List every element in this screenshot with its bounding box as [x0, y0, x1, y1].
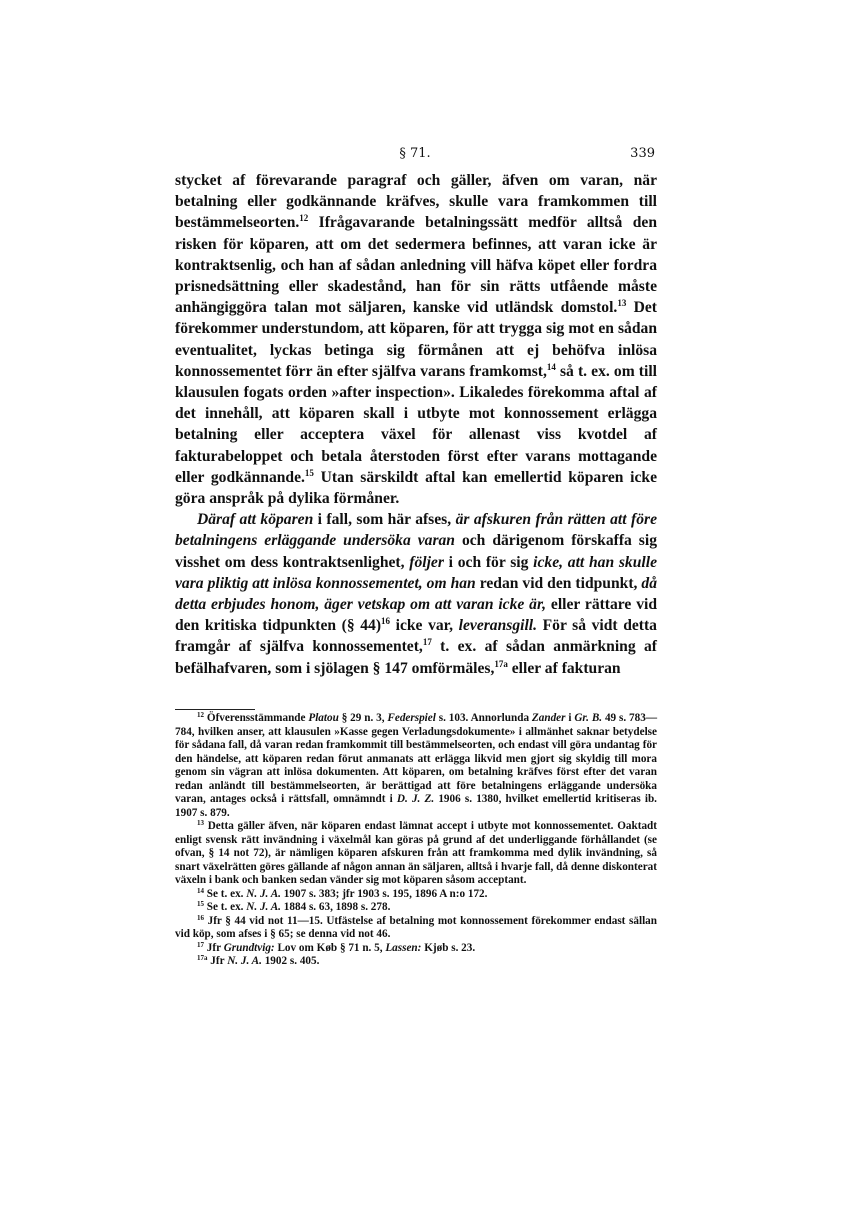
page-number: 339: [630, 146, 655, 161]
footnote-ref: 12: [299, 213, 309, 224]
footnote-ref: 15: [304, 467, 314, 478]
footnotes: [175, 712, 657, 969]
footnote: [175, 712, 657, 820]
footnote-italic: N. J. A.: [246, 901, 281, 913]
footnote-text: 1906 s. 1380, hvilket emellertid kritiseras ib. 1907 s. 879.: [175, 793, 657, 819]
paragraph-text: eller af fakturan: [507, 659, 621, 677]
footnote-italic: Grundtvig:: [223, 941, 275, 954]
footnote-italic: Zander: [531, 712, 566, 724]
paragraph-text: stycket af förevarande paragraf och gäller, äfven om varan, när betalning eller godkännande kräfves, skulle vara framkommen till bestämmelseorten.: [175, 172, 657, 232]
footnote-ref: 16: [381, 616, 391, 627]
footnote-text: Kjøb s. 23.: [421, 941, 476, 954]
footnote-ref: 17: [422, 637, 432, 648]
footnote-ref: 15: [197, 900, 204, 908]
footnote-text: Jfr: [204, 941, 224, 954]
paragraph-text: Det förekommer understundom, att köparen, för att trygga sig mot en sådan eventualitet, lyckas betinga sig förmånen att ej behöfva inlösa konnossementet förr än efter själfva varans framkomst,: [175, 299, 657, 380]
footnote: [175, 915, 657, 942]
paragraph-text: i och för sig: [443, 553, 534, 571]
footnote-text: 1884 s. 63, 1898 s. 278.: [280, 901, 391, 913]
footnote-ref: 14: [197, 886, 204, 895]
paragraph-text: eller rättare vid den kritiska tidpunkten (§ 44): [175, 596, 658, 635]
footnote-ref: 17: [197, 940, 204, 949]
footnote: [175, 901, 657, 915]
footnote-ref: 17a: [494, 658, 508, 669]
running-header: [175, 146, 655, 166]
paragraph-text: icke var,: [390, 617, 459, 635]
footnote-text: Se t. ex.: [204, 887, 247, 900]
paragraph-text: så t. ex. om till klausulen fogats orden »after inspection». Likaledes förekomma aftal af det innehåll, att köparen skall i utbyte mot konnossement erlägga betalning eller acceptera växel för allenast viss kvotdel af fakturabeloppet och betala återstoden först efter varans mottagande eller godkännande.: [175, 362, 657, 486]
footnote-separator: [175, 709, 255, 710]
paragraph-italic: Däraf att köparen: [197, 511, 314, 529]
footnote-italic: N. J. A.: [246, 887, 281, 900]
footnote-text: i: [565, 712, 575, 724]
main-text: [175, 170, 657, 679]
footnote-text: Se t. ex.: [204, 901, 247, 913]
paragraph-text: t. ex. af sådan anmärkning af befälhafvaren, som i sjölagen § 147 omförmäles,: [175, 638, 657, 677]
footnote-italic: Platou: [308, 712, 339, 724]
footnote-text: Jfr: [207, 955, 228, 967]
footnote: [175, 888, 657, 902]
footnote-text: Lov om Køb § 71 n. 5,: [274, 941, 386, 954]
paragraph-text: För så vidt detta framgår af själfva konnossementet,: [175, 617, 657, 656]
paragraph-text: i fall, som här afses,: [313, 511, 456, 529]
footnote-italic: D. J. Z.: [396, 793, 435, 805]
paragraph: [175, 170, 657, 509]
paragraph-italic: är afskuren från rätten att före betalningens erläggande undersöka varan: [175, 511, 657, 550]
footnote-text: Öfverensstämmande: [204, 712, 309, 724]
footnote-text: Jfr § 44 vid not 11—15. Utfästelse af betalning mot konnossement förekommer endast sällan vid köp, som afses i § 65; se denna vid not 46.: [175, 914, 657, 940]
footnote: [175, 942, 657, 956]
section-number: § 71.: [399, 146, 431, 161]
paragraph-text: redan vid den tidpunkt,: [475, 574, 642, 592]
footnote-italic: Lassen:: [385, 941, 422, 954]
footnote-text: Detta gäller äfven, när köparen endast lämnat accept i utbyte mot konnossementet. Oaktadt enligt svensk rätt invändning i växelmål kan göras på grund af det underliggande förhållandet (se ofvan, § 14 not 72), är nämligen köparen afskuren från att framkomma med dylik invändning, så snart växelrätten göres gällande af någon annan än säljaren, alltså i hvarje fall, då denne diskonterat växeln i bank och banken sedan vänder sig mot köparen såsom acceptant.: [175, 820, 657, 886]
footnote: [175, 955, 657, 969]
footnote-ref: 13: [197, 819, 204, 827]
paragraph: [175, 509, 657, 679]
paragraph-italic: då detta erbjudes honom, äger vetskap om att varan icke är,: [175, 574, 657, 614]
footnote-ref: 13: [617, 298, 627, 309]
footnote-text: s. 103. Annorlunda: [435, 712, 532, 724]
footnote-text: 1902 s. 405.: [261, 955, 320, 967]
footnote-ref: 12: [197, 711, 204, 719]
footnote-ref: 17a: [197, 954, 208, 962]
paragraph-italic: följer: [409, 553, 444, 571]
footnote-italic: N. J. A.: [227, 955, 262, 967]
footnote-ref: 16: [197, 913, 204, 922]
footnote: [175, 820, 657, 888]
footnote-text: 49 s. 783—784, hvilken anser, att klausulen »Kasse gegen Verladungsdokumente» i allmänhet saknar betydelse för sådana fall, då varan redan framkommit till bestämmelseorten, och endast vill göra undantag för den händelse, att köparen redan förut anmanats att erlägga likvid men gjort sig skyldig till mora genom sin vägran att inlösa dokumenten. Att köparen, om betalning kräfves först efter det varan redan anländt till bestämmelseorten, är berättigad att före betalningens erläggande undersöka varan, antages också i rättsfall, omnämndt i: [175, 712, 658, 805]
paragraph-italic: leveransgill.: [458, 617, 538, 635]
footnote-ref: 14: [546, 361, 556, 372]
paragraph-text: Ifrågavarande betalningssätt medför alltså den risken för köparen, att om det sedermera befinnes, att varan icke är kontraktsenlig, och han af sådan anledning vill häfva köpet eller fordra prisnedsättning eller skadestånd, han för sin rätts utfående måste anhängiggöra talan mot säljaren, kanske vid utländsk domstol.: [175, 214, 657, 317]
paragraph-text: och därigenom förskaffa sig visshet om dess kontraktsenlighet,: [175, 532, 657, 571]
footnote-italic: Gr. B.: [574, 712, 603, 724]
footnote-text: § 29 n. 3,: [338, 712, 388, 724]
paragraph-italic: icke, att han skulle vara pliktig att inlösa konnossementet, om han: [175, 553, 657, 592]
footnote-italic: Federspiel: [387, 712, 436, 724]
footnote-text: 1907 s. 383; jfr 1903 s. 195, 1896 A n:o 172.: [280, 887, 488, 900]
paragraph-text: Utan särskildt aftal kan emellertid köparen icke göra anspråk på dylika förmåner.: [175, 468, 657, 508]
